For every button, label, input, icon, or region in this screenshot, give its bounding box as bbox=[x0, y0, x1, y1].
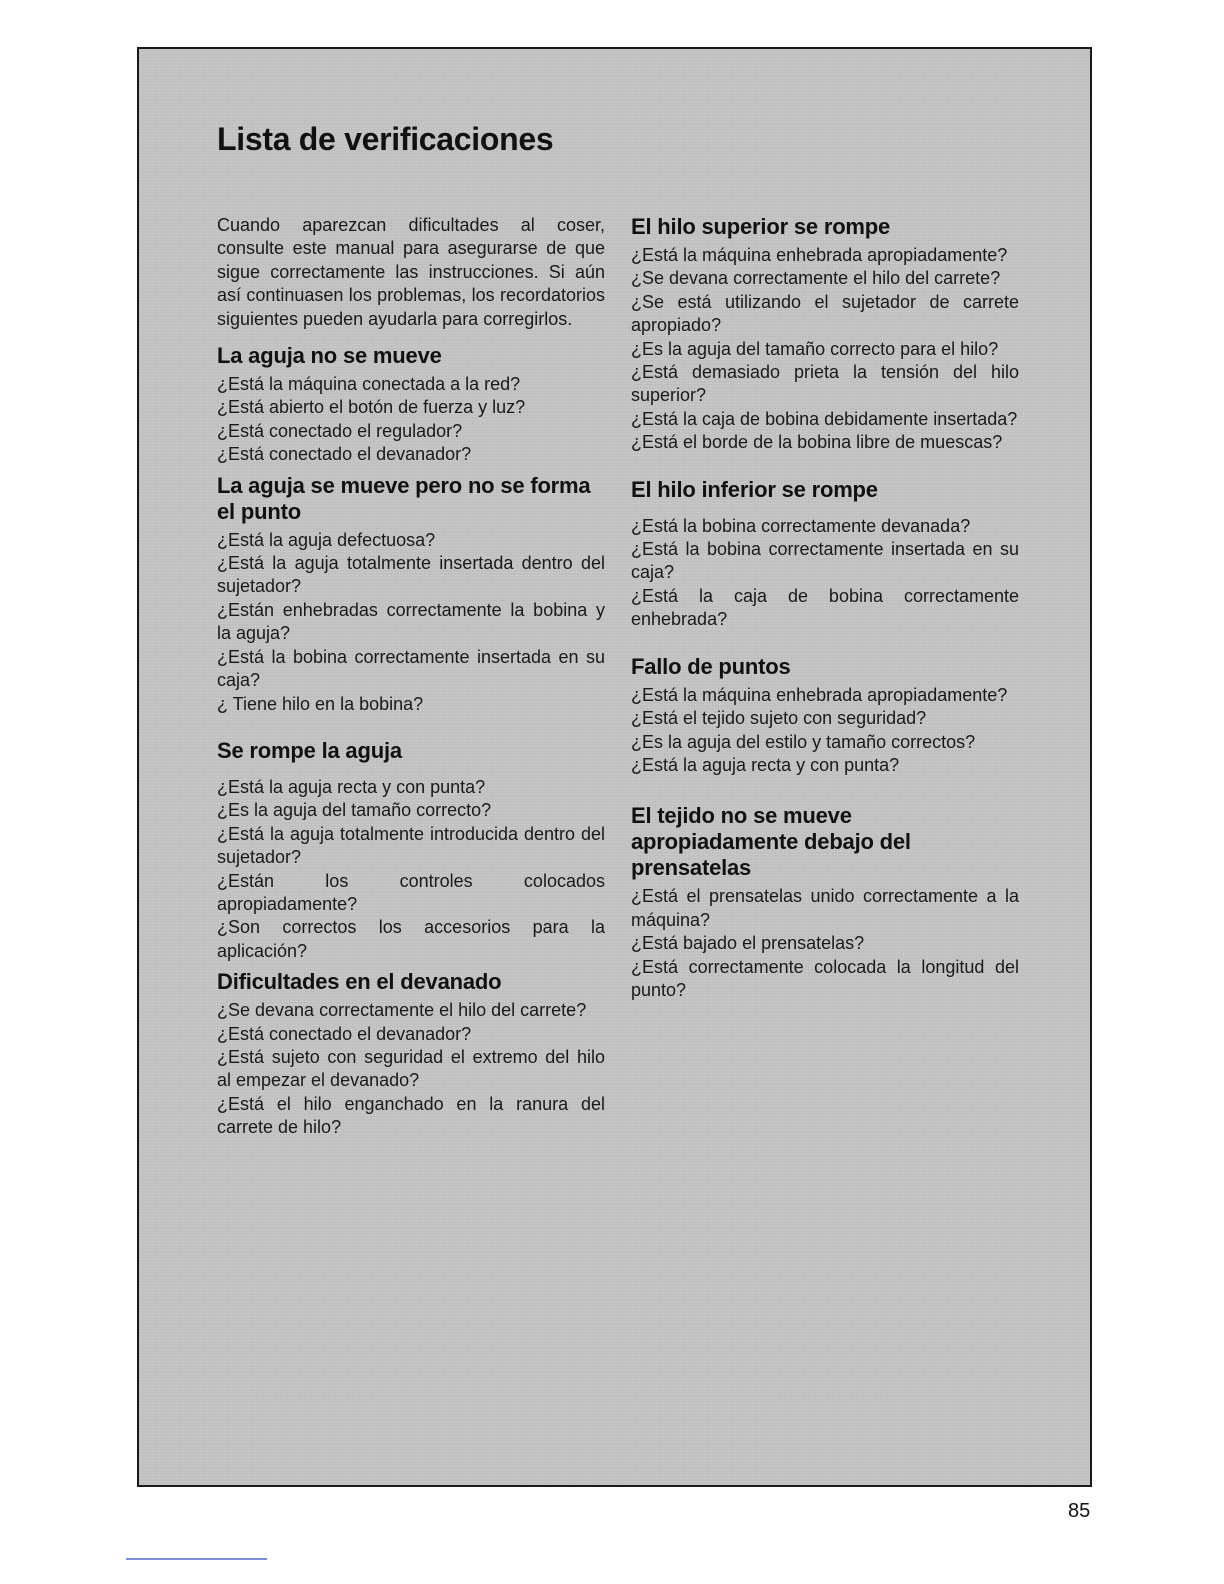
section-hilo-inferior bbox=[631, 477, 1019, 632]
section-heading: La aguja se mueve pero no se forma el punto bbox=[217, 472, 591, 524]
checklist-item: ¿Está la máquina conectada a la red? bbox=[217, 374, 521, 395]
section-heading: El hilo superior se rompe bbox=[631, 214, 891, 239]
checklist-item: ¿Se devana correctamente el hilo del carrete? bbox=[217, 1000, 587, 1021]
checklist-panel bbox=[137, 47, 1092, 1487]
section-heading: La aguja no se mueve bbox=[217, 343, 442, 369]
checklist-item: ¿ Tiene hilo en la bobina? bbox=[217, 693, 424, 714]
section-heading: El tejido no se mueve apropiadamente debajo del prensatelas bbox=[631, 803, 911, 881]
footer-rule bbox=[126, 1558, 267, 1560]
section-hilo-superior bbox=[631, 214, 1019, 455]
checklist-item: ¿Es la aguja del tamaño correcto? bbox=[217, 800, 492, 821]
checklist-item: ¿Está el tejido sujeto con seguridad? bbox=[631, 708, 927, 729]
checklist bbox=[217, 529, 605, 716]
checklist-item: ¿Está la bobina correctamente devanada? bbox=[631, 515, 971, 536]
section-heading: El hilo inferior se rompe bbox=[631, 476, 878, 502]
page-number: 85 bbox=[1068, 1500, 1091, 1522]
checklist bbox=[217, 776, 605, 963]
checklist-item: ¿Está la caja de bobina debidamente insertada? bbox=[631, 408, 1018, 429]
checklist-item: ¿Está la caja de bobina correctamente enhebrada? bbox=[631, 585, 1019, 630]
right-column bbox=[631, 214, 1019, 1002]
checklist-item: ¿Está demasiado prieta la tensión del hilo superior? bbox=[631, 362, 1019, 406]
checklist bbox=[217, 999, 605, 1139]
section-fallo-puntos bbox=[631, 654, 1019, 778]
checklist-item: ¿Es la aguja del estilo y tamaño correctos? bbox=[631, 731, 976, 752]
checklist bbox=[631, 515, 1019, 632]
page-title: Lista de verificaciones bbox=[217, 121, 554, 157]
checklist-item: ¿Está la aguja totalmente insertada dentro del sujetador? bbox=[217, 553, 605, 597]
checklist-item: ¿Está la aguja defectuosa? bbox=[217, 529, 436, 550]
checklist bbox=[631, 684, 1019, 778]
checklist-item: ¿Están enhebradas correctamente la bobina y la aguja? bbox=[217, 599, 605, 644]
checklist-item: ¿Está el borde de la bobina libre de muescas? bbox=[631, 432, 1003, 453]
intro-paragraph: Cuando aparezcan dificultades al coser, consulte este manual para asegurarse de que sigue correctamente las instrucciones. Si aún así continuasen los problemas, los recordatorios siguientes pueden ayudarla para corregirlos. bbox=[217, 215, 605, 329]
checklist-item: ¿Está bajado el prensatelas? bbox=[631, 933, 865, 954]
section-no-se-forma-punto bbox=[217, 473, 605, 716]
checklist-item: ¿Está conectado el regulador? bbox=[217, 420, 463, 441]
checklist-item: ¿Está conectado el devanador? bbox=[217, 444, 472, 465]
checklist-item: ¿Está la aguja recta y con punta? bbox=[217, 776, 486, 797]
checklist-item: ¿Son correctos los accesorios para la aplicación? bbox=[217, 917, 605, 961]
checklist bbox=[631, 244, 1019, 455]
section-se-rompe-aguja bbox=[217, 738, 605, 963]
section-dificultades-devanado bbox=[217, 969, 605, 1139]
checklist-item: ¿Está la bobina correctamente insertada en su caja? bbox=[631, 539, 1019, 583]
section-heading: Se rompe la aguja bbox=[217, 737, 402, 763]
checklist bbox=[631, 885, 1019, 1002]
checklist-item: ¿Es la aguja del tamaño correcto para el hilo? bbox=[631, 338, 999, 359]
checklist-item: ¿Está sujeto con seguridad el extremo del hilo al empezar el devanado? bbox=[217, 1046, 605, 1091]
checklist-item: ¿Se está utilizando el sujetador de carrete apropiado? bbox=[631, 291, 1019, 336]
checklist-item: ¿Está el hilo enganchado en la ranura del carrete de hilo? bbox=[217, 1093, 605, 1138]
section-heading: Dificultades en el devanado bbox=[217, 969, 502, 995]
section-heading: Fallo de puntos bbox=[631, 653, 791, 679]
checklist-item: ¿Está abierto el botón de fuerza y luz? bbox=[217, 397, 526, 418]
checklist-item: ¿Está correctamente colocada la longitud del punto? bbox=[631, 956, 1019, 1000]
section-tejido-no-se-mueve bbox=[631, 803, 1019, 1002]
checklist-item: ¿Está el prensatelas unido correctamente a la máquina? bbox=[631, 886, 1019, 930]
checklist bbox=[217, 373, 605, 467]
checklist-item: ¿Está la bobina correctamente insertada en su caja? bbox=[217, 646, 605, 691]
checklist-item: ¿Se devana correctamente el hilo del carrete? bbox=[631, 268, 1001, 289]
checklist-item: ¿Está conectado el devanador? bbox=[217, 1023, 472, 1044]
left-column bbox=[217, 214, 605, 1140]
checklist-item: ¿Están los controles colocados apropiadamente? bbox=[217, 870, 605, 914]
checklist-item: ¿Está la máquina enhebrada apropiadamente? bbox=[631, 245, 1008, 265]
section-aguja-no-se-mueve bbox=[217, 343, 605, 467]
checklist-item: ¿Está la aguja recta y con punta? bbox=[631, 754, 900, 775]
checklist-item: ¿Está la máquina enhebrada apropiadamente? bbox=[631, 684, 1008, 705]
checklist-item: ¿Está la aguja totalmente introducida dentro del sujetador? bbox=[217, 823, 605, 868]
